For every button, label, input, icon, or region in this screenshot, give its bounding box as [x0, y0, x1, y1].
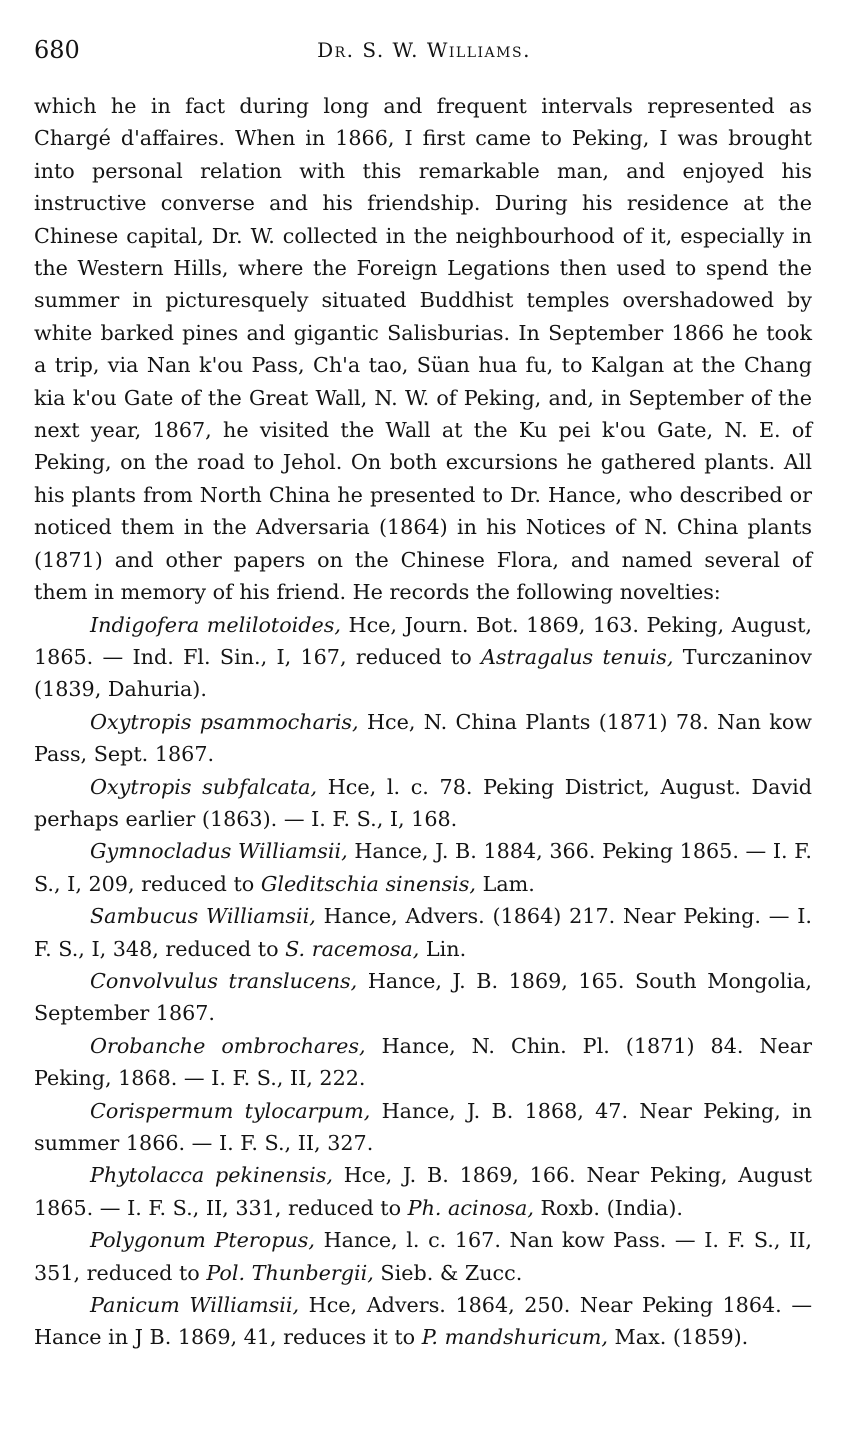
entry-text-end: Sieb. & Zucc.: [373, 1260, 523, 1285]
species-name: Gymnocladus Williamsii,: [90, 839, 348, 864]
entry-text: Hance, J. B. 1869, 165. South Mongolia, September 1867.: [34, 968, 812, 1026]
entry-text: Hance, J. B. 1868, 47. Near Peking, in summer 1866. — I. F. S., II, 327.: [34, 1098, 812, 1155]
page-number: 680: [34, 36, 80, 64]
entry-text-end: Lam.: [476, 871, 535, 896]
species-entry: [34, 900, 812, 965]
entry-text-end: Roxb. (India).: [533, 1195, 683, 1220]
entry-text: Hance, Advers. (1864) 217. Near Peking. — I. F. S., I, 348, reduced to: [34, 904, 812, 961]
synonym-name: Gleditschia sinensis,: [260, 871, 476, 896]
species-entry: [34, 609, 812, 706]
entry-text: Hce, Advers. 1864, 250. Near Peking 1864. — Hance in J B. 1869, 41, reduces it to: [34, 1293, 813, 1350]
entry-text: Hce, J. B. 1869, 166. Near Peking, August 1865. — I. F. S., II, 331, reduced to: [34, 1163, 813, 1220]
species-entry: [34, 706, 812, 771]
body-text: [34, 90, 812, 1354]
synonym-name: P. mandshuricum,: [421, 1325, 608, 1350]
species-name: Convolvulus translucens,: [90, 968, 358, 993]
running-head: Dr. S. W. Williams.: [317, 38, 531, 62]
intro-paragraph: which he in fact during long and frequent intervals represented as Chargé d'affaires. When in 1866, I first came to Peking, I was brought into personal relation with this remarkable man, and enjoyed his instructive converse and his friendship. During his residence at the Chinese capital, Dr. W. collected in the neighbourhood of it, especially in the Western Hills, where the Foreign Legations then used to spend the summer in picturesquely situated Buddhist temples overshadowed by white barked pines and gigantic Salisburias. In September 1866 he took a trip, via Nan k'ou Pass, Ch'a tao, Süan hua fu, to Kalgan at the Chang kia k'ou Gate of the Great Wall, N. W. of Peking, and, in September of the next year, 1867, he visited the Wall at the Ku pei k'ou Gate, N. E. of Peking, on the road to Jehol. On both excursions he gathered plants. All his plants from North China he presented to Dr. Hance, who described or noticed them in the Adversaria (1864) in his Notices of N. China plants (1871) and other papers on the Chinese Flora, and named several of them in memory of his friend. He records the following novelties:: [34, 94, 812, 605]
synonym-name: Astragalus tenuis,: [480, 644, 674, 669]
species-name: Oxytropis subfalcata,: [90, 774, 318, 799]
species-entry: [34, 965, 812, 1030]
synonym-name: S. racemosa,: [285, 936, 420, 961]
entry-text: Hce, l. c. 78. Peking District, August. David perhaps earlier (1863). — I. F. S., I, 168.: [34, 774, 812, 831]
page-header: [34, 30, 814, 70]
species-name: Orobanche ombrochares,: [90, 1033, 366, 1058]
species-name: Corispermum tylocarpum,: [90, 1098, 371, 1123]
species-entry: [34, 1224, 812, 1289]
species-entry: [34, 771, 812, 836]
entry-text: Hance, N. Chin. Pl. (1871) 84. Near Peking, 1868. — I. F. S., II, 222.: [34, 1033, 812, 1091]
species-entry: [34, 835, 812, 900]
species-name: Phytolacca pekinensis,: [90, 1163, 333, 1188]
entry-text-end: Lin.: [419, 936, 467, 961]
species-entry: [34, 1289, 812, 1354]
species-entry: [34, 1095, 812, 1160]
entry-text: Hce, N. China Plants (1871) 78. Nan kow Pass, Sept. 1867.: [34, 709, 812, 767]
species-entry: [34, 1030, 812, 1095]
synonym-name: Pol. Thunbergii,: [206, 1260, 374, 1285]
species-name: Sambucus Williamsii,: [90, 904, 316, 929]
species-entry: [34, 1159, 812, 1224]
species-name: Panicum Williamsii,: [90, 1293, 300, 1318]
entry-text-end: Max. (1859).: [607, 1325, 749, 1350]
species-name: Oxytropis psammocharis,: [90, 709, 359, 734]
entry-text: Hance, J. B. 1884, 366. Peking 1865. — I. F. S., I, 209, reduced to: [34, 839, 812, 896]
entry-text: Hance, l. c. 167. Nan kow Pass. — I. F. S., II, 351, reduced to: [34, 1228, 812, 1285]
species-name: Polygonum Pteropus,: [90, 1228, 315, 1253]
entry-text: Hce, Journ. Bot. 1869, 163. Peking, August, 1865. — Ind. Fl. Sin., I, 167, reduced to: [34, 612, 812, 669]
entry-text-end: Turczaninov (1839, Dahuria).: [34, 644, 812, 702]
synonym-name: Ph. acinosa,: [407, 1195, 534, 1220]
species-name: Indigofera melilotoides,: [90, 612, 341, 637]
